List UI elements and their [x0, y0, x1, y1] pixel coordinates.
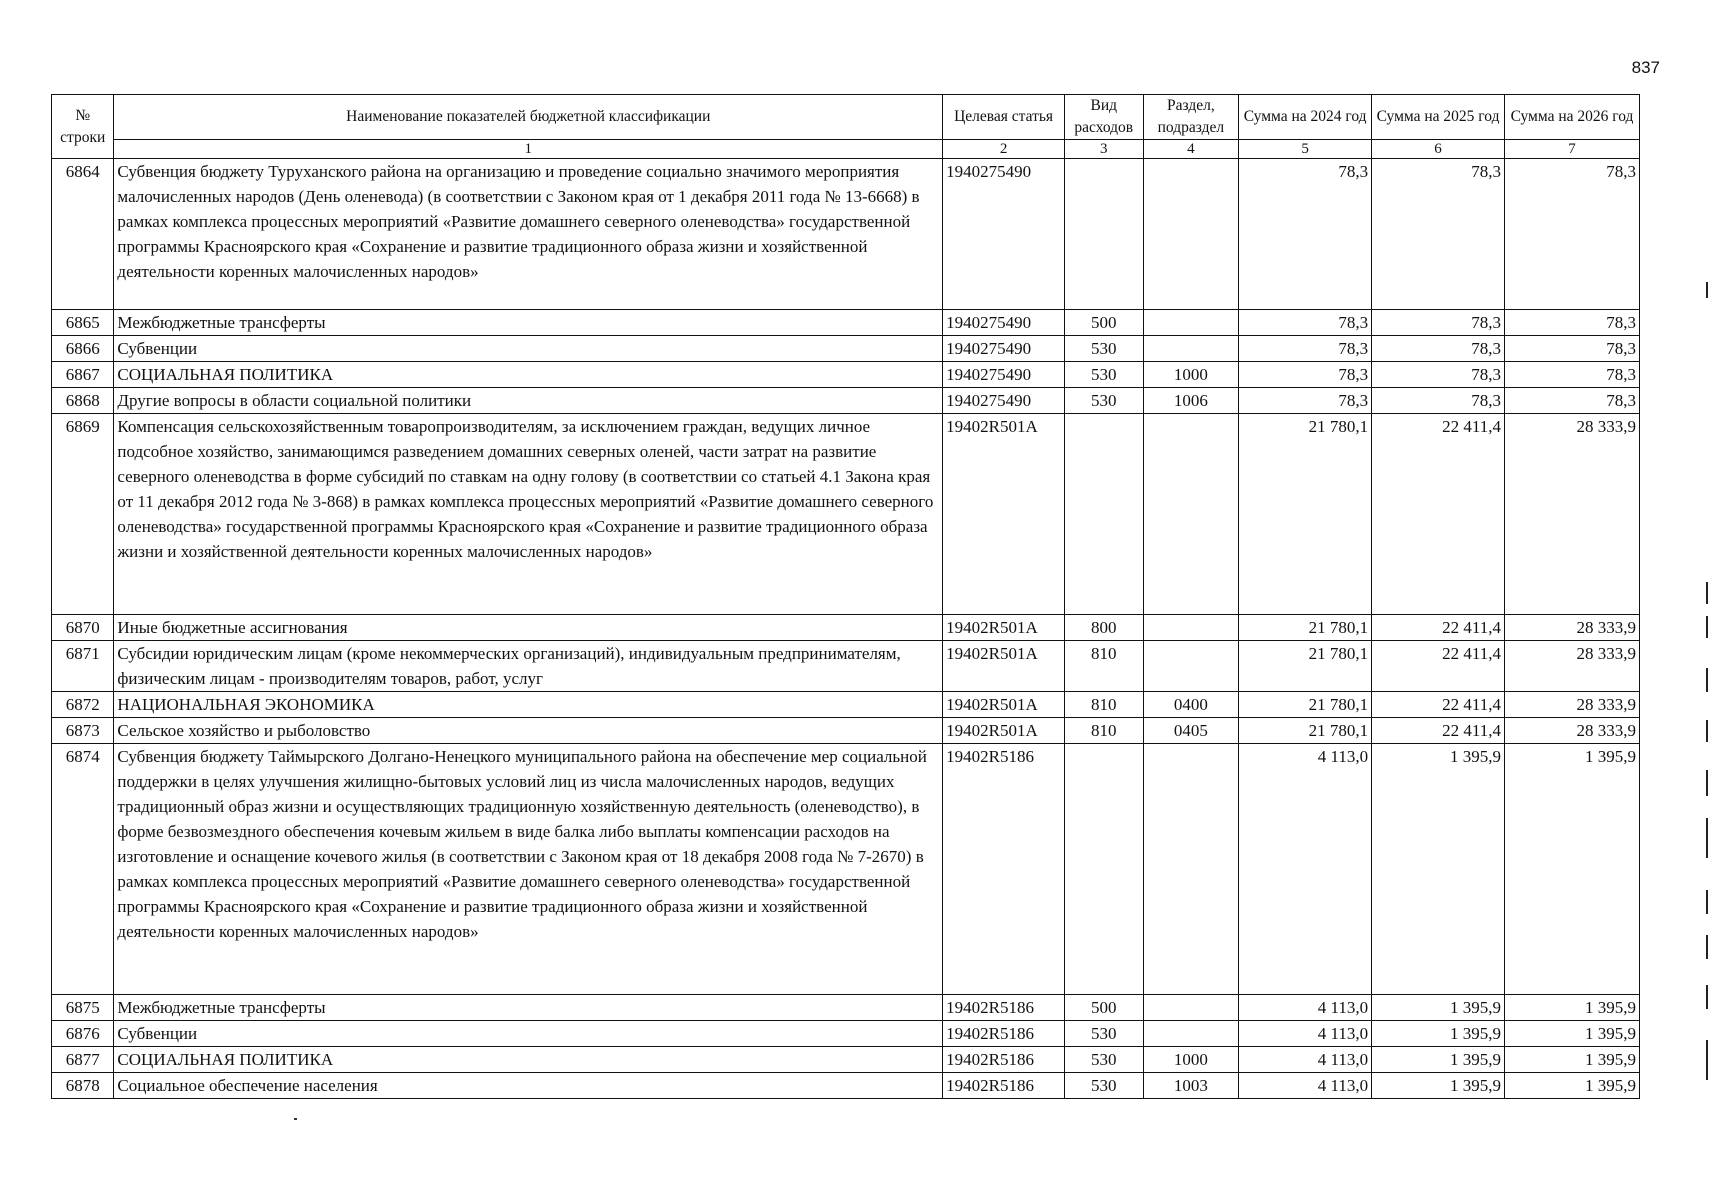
row-section: 1000: [1143, 362, 1239, 388]
row-name: Сельское хозяйство и рыболовство: [114, 718, 943, 744]
row-sum-2025: 1 395,9: [1372, 1047, 1505, 1073]
row-sum-2024: 4 113,0: [1239, 1073, 1372, 1099]
row-target-article: 19402R501A: [943, 414, 1065, 615]
row-target-article: 19402R5186: [943, 1021, 1065, 1047]
row-target-article: 19402R501A: [943, 615, 1065, 641]
row-target-article: 19402R501A: [943, 641, 1065, 692]
row-section: [1143, 310, 1239, 336]
row-sum-2024: 4 113,0: [1239, 744, 1372, 995]
row-sum-2025: 22 411,4: [1372, 692, 1505, 718]
column-number-row: [52, 140, 1640, 159]
row-sum-2025: 22 411,4: [1372, 641, 1505, 692]
table-row: [52, 641, 1640, 692]
row-section: [1143, 414, 1239, 615]
row-sum-2025: 78,3: [1372, 388, 1505, 414]
row-sum-2024: 78,3: [1239, 336, 1372, 362]
row-sum-2026: 78,3: [1505, 159, 1640, 310]
row-sum-2025: 78,3: [1372, 159, 1505, 310]
row-expense-type: 530: [1065, 362, 1144, 388]
scan-margin-mark: [1706, 668, 1708, 692]
column-number: 4: [1143, 140, 1239, 159]
row-sum-2025: 1 395,9: [1372, 744, 1505, 995]
row-name: Субвенции: [114, 336, 943, 362]
scan-margin-mark: [1706, 720, 1708, 742]
row-sum-2026: 1 395,9: [1505, 1021, 1640, 1047]
row-number: 6875: [52, 995, 114, 1021]
row-expense-type: [1065, 744, 1144, 995]
row-number: 6864: [52, 159, 114, 310]
table-row: [52, 1073, 1640, 1099]
row-expense-type: 530: [1065, 1073, 1144, 1099]
header-row-no: № строки: [52, 95, 114, 159]
budget-classification-table: [51, 94, 1640, 1099]
row-number: 6876: [52, 1021, 114, 1047]
table-row: [52, 692, 1640, 718]
row-section: [1143, 336, 1239, 362]
table-row: [52, 159, 1640, 310]
column-number: 3: [1065, 140, 1144, 159]
header-section: Раздел, подраздел: [1143, 95, 1239, 140]
row-section: 0400: [1143, 692, 1239, 718]
row-number: 6868: [52, 388, 114, 414]
row-expense-type: 500: [1065, 310, 1144, 336]
row-section: 1000: [1143, 1047, 1239, 1073]
row-sum-2026: 28 333,9: [1505, 641, 1640, 692]
row-target-article: 1940275490: [943, 310, 1065, 336]
scan-speck: [294, 1118, 297, 1120]
row-expense-type: 800: [1065, 615, 1144, 641]
row-sum-2025: 22 411,4: [1372, 718, 1505, 744]
row-section: [1143, 641, 1239, 692]
column-number: 1: [114, 140, 943, 159]
row-sum-2024: 78,3: [1239, 159, 1372, 310]
table-row: [52, 744, 1640, 995]
column-number: 6: [1372, 140, 1505, 159]
row-sum-2026: 28 333,9: [1505, 692, 1640, 718]
row-name: Субвенция бюджету Таймырского Долгано-Ненецкого муниципального района на обеспечение мер социальной поддержки в целях улучшения жилищно-бытовых условий лиц из числа малочисленных народов, ведущих традиционный образ жизни и осуществляющих традиционную хозяйственную деятельность (оленеводство), в форме безвозмездного обеспечения кочевым жильем в виде балка либо выплаты компенсации расходов на изготовление и оснащение кочевого жилья (в соответствии с Законом края от 18 декабря 2008 года № 7-2670) в рамках комплекса процессных мероприятий «Развитие домашнего северного оленеводства» государственной программы Красноярского края «Сохранение и развитие традиционного образа жизни и хозяйственной деятельности коренных малочисленных народов»: [114, 744, 943, 995]
row-name: Социальное обеспечение населения: [114, 1073, 943, 1099]
row-sum-2026: 78,3: [1505, 310, 1640, 336]
row-number: 6869: [52, 414, 114, 615]
row-sum-2024: 78,3: [1239, 362, 1372, 388]
row-sum-2026: 1 395,9: [1505, 1047, 1640, 1073]
row-target-article: 1940275490: [943, 159, 1065, 310]
table-row: [52, 336, 1640, 362]
scan-margin-mark: [1706, 582, 1708, 604]
row-sum-2025: 78,3: [1372, 310, 1505, 336]
row-name: Иные бюджетные ассигнования: [114, 615, 943, 641]
row-expense-type: 810: [1065, 692, 1144, 718]
table-row: [52, 1047, 1640, 1073]
row-name: Межбюджетные трансферты: [114, 310, 943, 336]
table-row: [52, 1021, 1640, 1047]
table-row: [52, 388, 1640, 414]
row-number: 6878: [52, 1073, 114, 1099]
row-target-article: 19402R501A: [943, 718, 1065, 744]
row-sum-2026: 78,3: [1505, 388, 1640, 414]
page-number: 837: [1631, 58, 1660, 77]
row-number: 6873: [52, 718, 114, 744]
row-target-article: 19402R5186: [943, 995, 1065, 1021]
row-expense-type: 530: [1065, 1047, 1144, 1073]
row-section: 1006: [1143, 388, 1239, 414]
row-number: 6877: [52, 1047, 114, 1073]
row-name: Субвенции: [114, 1021, 943, 1047]
row-section: [1143, 615, 1239, 641]
table-row: [52, 310, 1640, 336]
row-sum-2024: 21 780,1: [1239, 641, 1372, 692]
row-section: [1143, 995, 1239, 1021]
table-row: [52, 362, 1640, 388]
row-sum-2026: 78,3: [1505, 362, 1640, 388]
scan-margin-mark: [1706, 818, 1708, 858]
scan-margin-mark: [1706, 616, 1708, 638]
column-number: 2: [943, 140, 1065, 159]
row-number: 6865: [52, 310, 114, 336]
row-sum-2024: 4 113,0: [1239, 1047, 1372, 1073]
row-number: 6871: [52, 641, 114, 692]
row-sum-2026: 28 333,9: [1505, 718, 1640, 744]
row-target-article: 19402R501A: [943, 692, 1065, 718]
table-row: [52, 718, 1640, 744]
row-section: [1143, 1021, 1239, 1047]
column-number: 7: [1505, 140, 1640, 159]
row-expense-type: [1065, 159, 1144, 310]
header-row: [52, 95, 1640, 140]
scan-margin-mark: [1706, 282, 1708, 298]
column-number: 5: [1239, 140, 1372, 159]
row-number: 6866: [52, 336, 114, 362]
row-sum-2025: 1 395,9: [1372, 1021, 1505, 1047]
row-sum-2025: 22 411,4: [1372, 615, 1505, 641]
header-sum-2024: Сумма на 2024 год: [1239, 95, 1372, 140]
row-name: СОЦИАЛЬНАЯ ПОЛИТИКА: [114, 362, 943, 388]
row-sum-2025: 78,3: [1372, 362, 1505, 388]
row-sum-2025: 78,3: [1372, 336, 1505, 362]
row-sum-2026: 1 395,9: [1505, 744, 1640, 995]
row-sum-2024: 4 113,0: [1239, 995, 1372, 1021]
row-name: СОЦИАЛЬНАЯ ПОЛИТИКА: [114, 1047, 943, 1073]
row-sum-2026: 28 333,9: [1505, 615, 1640, 641]
row-target-article: 1940275490: [943, 362, 1065, 388]
row-target-article: 19402R5186: [943, 1047, 1065, 1073]
header-sum-2026: Сумма на 2026 год: [1505, 95, 1640, 140]
row-sum-2026: 28 333,9: [1505, 414, 1640, 615]
table-row: [52, 995, 1640, 1021]
row-sum-2024: 21 780,1: [1239, 718, 1372, 744]
row-name: Межбюджетные трансферты: [114, 995, 943, 1021]
scan-margin-mark: [1706, 935, 1708, 959]
row-sum-2024: 21 780,1: [1239, 692, 1372, 718]
row-sum-2025: 22 411,4: [1372, 414, 1505, 615]
row-number: 6870: [52, 615, 114, 641]
table-row: [52, 414, 1640, 615]
row-section: [1143, 744, 1239, 995]
row-sum-2026: 1 395,9: [1505, 995, 1640, 1021]
row-sum-2024: 78,3: [1239, 388, 1372, 414]
row-expense-type: [1065, 414, 1144, 615]
row-expense-type: 530: [1065, 336, 1144, 362]
row-name: Компенсация сельскохозяйственным товаропроизводителям, за исключением граждан, ведущих личное подсобное хозяйство, занимающимся разведением домашних северных оленей, части затрат на развитие северного оленеводства в форме субсидий по ставкам на одну голову (в соответствии со статьей 4.1 Закона края от 11 декабря 2012 года № 3-868) в рамках комплекса процессных мероприятий «Развитие домашнего северного оленеводства» государственной программы Красноярского края «Сохранение и развитие традиционного образа жизни и хозяйственной деятельности коренных малочисленных народов»: [114, 414, 943, 615]
scan-margin-mark: [1706, 985, 1708, 1009]
row-name: Другие вопросы в области социальной политики: [114, 388, 943, 414]
scan-margin-mark: [1706, 1040, 1708, 1080]
row-section: 0405: [1143, 718, 1239, 744]
row-sum-2024: 21 780,1: [1239, 414, 1372, 615]
row-target-article: 1940275490: [943, 388, 1065, 414]
scan-margin-mark: [1706, 890, 1708, 914]
header-target-article: Целевая статья: [943, 95, 1065, 140]
row-number: 6867: [52, 362, 114, 388]
row-expense-type: 500: [1065, 995, 1144, 1021]
row-section: [1143, 159, 1239, 310]
row-target-article: 19402R5186: [943, 744, 1065, 995]
row-sum-2025: 1 395,9: [1372, 1073, 1505, 1099]
row-sum-2026: 1 395,9: [1505, 1073, 1640, 1099]
row-sum-2024: 21 780,1: [1239, 615, 1372, 641]
row-name: Субвенция бюджету Туруханского района на организацию и проведение социально значимого мероприятия малочисленных народов (День оленевода) (в соответствии с Законом края от 1 декабря 2011 года № 13-6668) в рамках комплекса процессных мероприятий «Развитие домашнего северного оленеводства» государственной программы Красноярского края «Сохранение и развитие традиционного образа жизни и хозяйственной деятельности коренных малочисленных народов»: [114, 159, 943, 310]
row-expense-type: 530: [1065, 388, 1144, 414]
row-expense-type: 810: [1065, 718, 1144, 744]
table-row: [52, 615, 1640, 641]
row-sum-2025: 1 395,9: [1372, 995, 1505, 1021]
row-expense-type: 530: [1065, 1021, 1144, 1047]
row-sum-2024: 4 113,0: [1239, 1021, 1372, 1047]
row-section: 1003: [1143, 1073, 1239, 1099]
row-sum-2024: 78,3: [1239, 310, 1372, 336]
row-number: 6872: [52, 692, 114, 718]
row-name: Субсидии юридическим лицам (кроме некоммерческих организаций), индивидуальным предпринимателям, физическим лицам - производителям товаров, работ, услуг: [114, 641, 943, 692]
header-name: Наименование показателей бюджетной классификации: [114, 95, 943, 140]
scan-margin-mark: [1706, 770, 1708, 796]
row-name: НАЦИОНАЛЬНАЯ ЭКОНОМИКА: [114, 692, 943, 718]
row-number: 6874: [52, 744, 114, 995]
row-sum-2026: 78,3: [1505, 336, 1640, 362]
row-expense-type: 810: [1065, 641, 1144, 692]
header-sum-2025: Сумма на 2025 год: [1372, 95, 1505, 140]
row-target-article: 19402R5186: [943, 1073, 1065, 1099]
header-expense-type: Вид расходов: [1065, 95, 1144, 140]
row-target-article: 1940275490: [943, 336, 1065, 362]
